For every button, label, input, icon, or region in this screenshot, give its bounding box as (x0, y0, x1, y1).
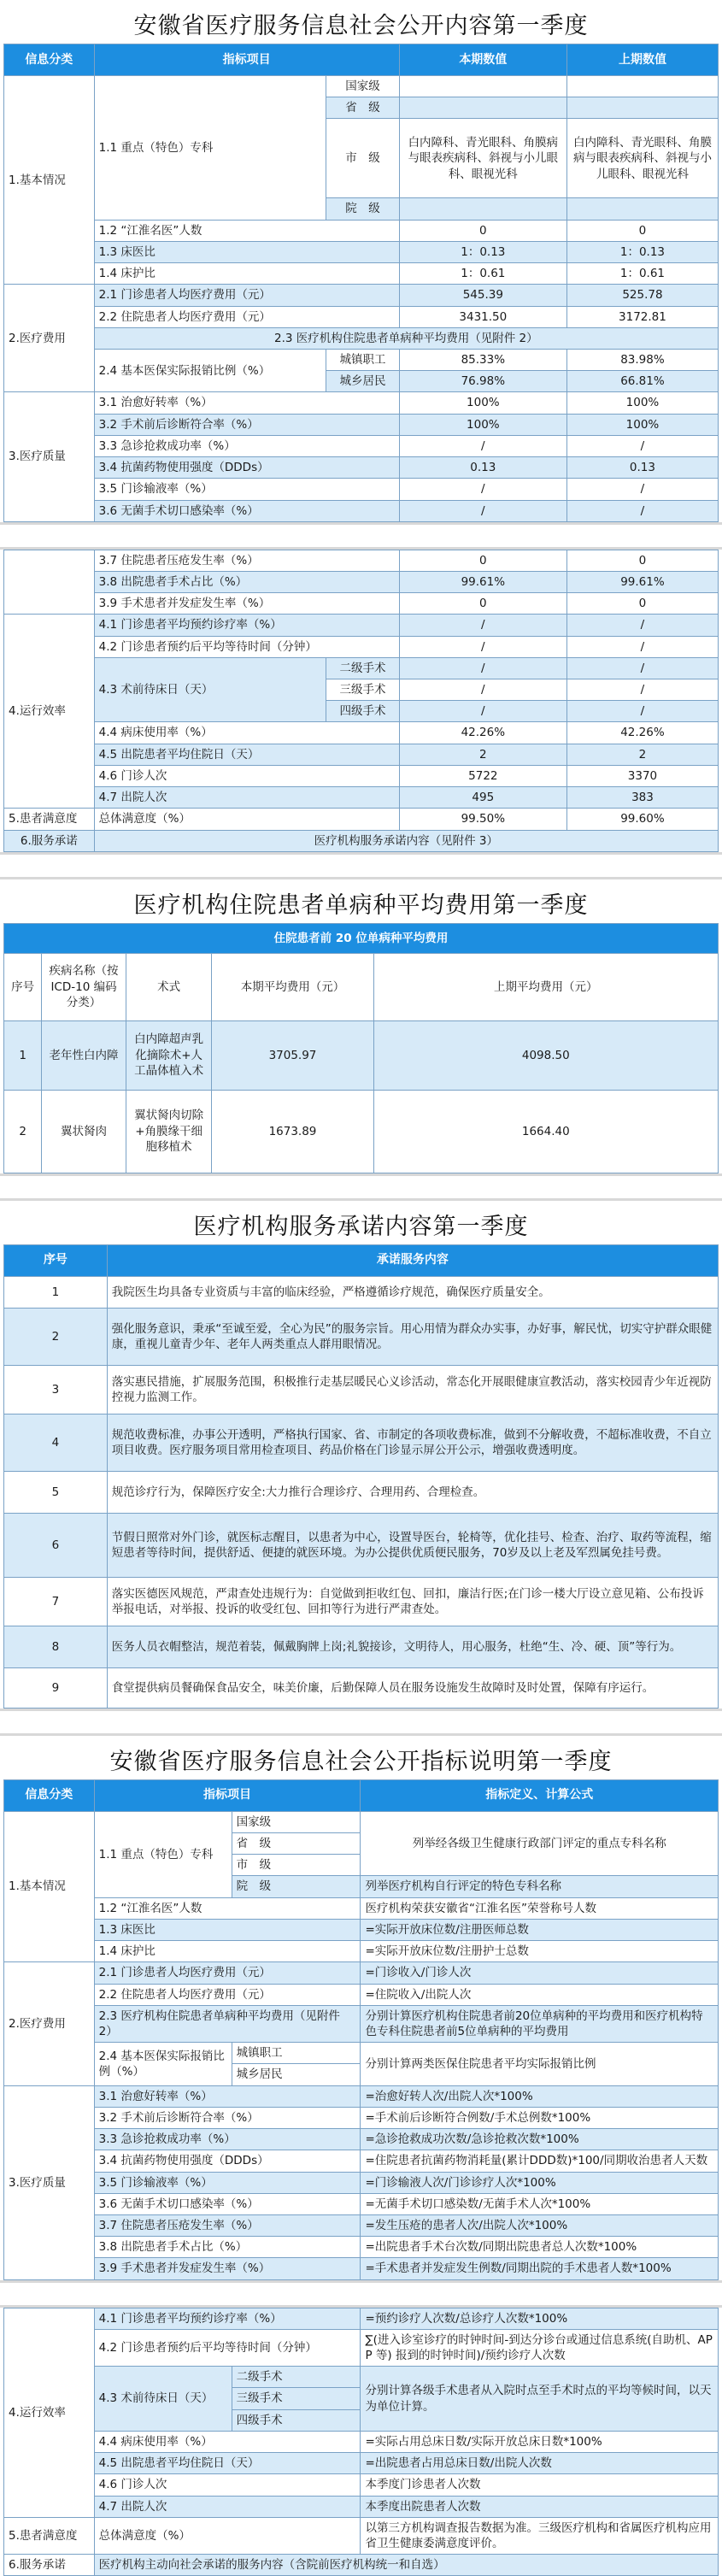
header-disease: 疾病名称（按 ICD-10 编码分类） (42, 953, 126, 1020)
value-current: 0.13 (399, 457, 566, 479)
item-label: 3.4 抗菌药物使用强度（DDDs） (94, 457, 399, 479)
item-label: 1.4 床护比 (94, 263, 399, 285)
sub-label: 城镇职工 (232, 2043, 361, 2064)
item-label: 3.8 出院患者手术占比（%） (94, 2237, 361, 2258)
sub-label: 城乡居民 (232, 2064, 361, 2085)
item-label: 3.3 急诊抢救成功率（%） (94, 435, 399, 456)
value-current: / (399, 479, 566, 500)
value-previous: 1：0.13 (566, 241, 718, 262)
item-label: 4.4 病床使用率（%） (94, 2431, 361, 2452)
header-category: 信息分类 (4, 1779, 95, 1811)
category-cost: 2.医疗费用 (4, 1962, 95, 2085)
value-current: 76.98% (399, 371, 566, 392)
definition: =无菌手术切口感染数/无菌手术人次*100% (361, 2193, 719, 2214)
item-label: 1.2 “江淮名医”人数 (94, 1897, 361, 1919)
section-title: 医疗机构住院患者单病种平均费用第一季度 (133, 891, 589, 919)
value-cell (399, 198, 566, 220)
sub-label: 城镇职工 (326, 349, 400, 370)
item-label: 4.5 出院患者平均住院日（天） (94, 744, 399, 765)
row-text: 落实惠民措施，扩展服务范围，积极推行走基层暖民心义诊活动，常态化开展眼健康宣教活动，落实校园青少年近视防控视力监测工作。 (107, 1365, 718, 1414)
row-no: 1 (4, 1276, 108, 1308)
value-previous: 99.60% (566, 809, 718, 830)
definition: =实际开放床位数/注册护士总数 (361, 1941, 719, 1962)
section-indicator-notes-continued (3, 2308, 719, 2576)
item-label: 3.7 住院患者压疮发生率（%） (94, 550, 399, 571)
item-label: 3.6 无菌手术切口感染率（%） (94, 2193, 361, 2214)
definition: =门诊输液人次/门诊诊疗人次*100% (361, 2172, 719, 2193)
item-label: 4.6 门诊人次 (94, 765, 399, 786)
value-current: 42.26% (399, 722, 566, 744)
value-previous: 0 (566, 220, 718, 241)
level-label: 院 级 (232, 1876, 361, 1897)
row-no: 2 (4, 1308, 108, 1365)
value-current: 1：0.61 (399, 263, 566, 285)
definition: =实际占用总床日数/实际开放总床日数*100% (361, 2431, 719, 2452)
definition: =手术前后诊断符合例数/手术总例数*100% (361, 2107, 719, 2128)
row-disease: 翼状胬肉 (42, 1090, 126, 1173)
row-text: 我院医生均具备专业资质与丰富的临床经验，严格遵循诊疗规范，确保医疗质量安全。 (107, 1276, 718, 1308)
item-label: 2.2 住院患者人均医疗费用（元） (94, 1984, 361, 2005)
item-label: 医疗机构服务承诺内容（见附件 3） (94, 830, 718, 851)
category-quality (4, 550, 95, 615)
value-current: 99.50% (399, 809, 566, 830)
item-label: 3.8 出院患者手术占比（%） (94, 571, 399, 592)
row-no: 4 (4, 1414, 108, 1471)
item-label: 3.3 急诊抢救成功率（%） (94, 2129, 361, 2150)
row-operation: 白内障超声乳化摘除术+人工晶体植入术 (126, 1020, 212, 1090)
section-divider (0, 2280, 722, 2308)
value-previous: / (566, 701, 718, 722)
section-disease-cost (3, 879, 719, 1173)
value-previous: 100% (566, 392, 718, 414)
value-previous: 0 (566, 593, 718, 615)
item-label: 1.4 床护比 (94, 1941, 361, 1962)
sub-label: 三级手术 (326, 679, 400, 701)
value-current: / (399, 500, 566, 521)
section-content-q1-continued (3, 550, 719, 852)
category-basic: 1.基本情况 (4, 1811, 95, 1962)
category-quality: 3.医疗质量 (4, 2085, 95, 2279)
item-label: 3.6 无菌手术切口感染率（%） (94, 500, 399, 521)
row-text: 规范收费标准，办事公开透明，严格执行国家、省、市制定的各项收费标准，做到不分解收费，不超标准收费，不自立项目收费。医疗服务项目常用检查项目、药品价格在门诊显示屏公开公示，增强收费透明度。 (107, 1414, 718, 1471)
item-label: 3.2 手术前后诊断符合率（%） (94, 2107, 361, 2128)
header-promise: 承诺服务内容 (107, 1244, 718, 1276)
value-previous: 525.78 (566, 285, 718, 306)
row-disease: 老年性白内障 (42, 1020, 126, 1090)
row-previous-cost: 1664.40 (373, 1090, 718, 1173)
sub-label: 三级手术 (232, 2388, 361, 2409)
definition: 列举医疗机构自行评定的特色专科名称 (361, 1876, 719, 1897)
value-previous: / (566, 479, 718, 500)
header-category: 信息分类 (4, 44, 95, 76)
level-label: 市 级 (326, 119, 400, 198)
section-divider (0, 852, 722, 879)
definition: =出院患者手术台次数/同期出院患者总人次数*100% (361, 2237, 719, 2258)
value-previous: 白内障科、青光眼科、角膜病与眼表疾病科、斜视与小儿眼科、眼视光科 (566, 119, 718, 198)
definition: 分别计算两类医保住院患者平均实际报销比例 (361, 2043, 719, 2085)
definition: =预约诊疗人次数/总诊疗人次数*100% (361, 2308, 719, 2329)
value-current: / (399, 636, 566, 657)
value-current: 0 (399, 220, 566, 241)
definition: =出院患者占用总床日数/出院人次数 (361, 2453, 719, 2474)
value-previous: 383 (566, 787, 718, 809)
header-item: 指标项目 (94, 44, 399, 76)
value-previous: / (566, 636, 718, 657)
category-satisfaction: 5.患者满意度 (4, 2517, 95, 2554)
value-current: 5722 (399, 765, 566, 786)
item-label: 4.2 门诊患者预约后平均等待时间（分钟） (94, 636, 399, 657)
section-indicator-notes (3, 1736, 719, 2280)
item-label: 4.1 门诊患者平均预约诊疗率（%） (94, 2308, 361, 2329)
item-label: 4.7 出院人次 (94, 2496, 361, 2517)
item-label: 2.1 门诊患者人均医疗费用（元） (94, 1962, 361, 1984)
item-label: 医疗机构主动向社会承诺的服务内容（含院前医疗机构统一和自选） (94, 2555, 718, 2576)
value-previous: 2 (566, 744, 718, 765)
category-cost: 2.医疗费用 (4, 285, 95, 392)
item-label: 4.7 出院人次 (94, 787, 399, 809)
definition: =手术患者并发症发生例数/同期出院的手术患者人数*100% (361, 2258, 719, 2279)
category-satisfaction: 5.患者满意度 (4, 809, 95, 830)
header-current-cost: 本期平均费用（元） (212, 953, 373, 1020)
item-label: 4.3 术前待床日（天） (94, 2367, 232, 2432)
header-current: 本期数值 (399, 44, 566, 76)
value-previous: 0.13 (566, 457, 718, 479)
item-label: 2.4 基本医保实际报销比例（%） (94, 349, 326, 391)
section-title: 安徽省医疗服务信息社会公开指标说明第一季度 (109, 1748, 613, 1775)
item-label: 1.1 重点（特色）专科 (94, 76, 326, 221)
value-cell (399, 97, 566, 119)
value-current: / (399, 679, 566, 701)
category-ops: 4.运行效率 (4, 615, 95, 809)
value-current: 545.39 (399, 285, 566, 306)
sub-label: 二级手术 (326, 657, 400, 679)
section-divider (0, 1709, 722, 1736)
row-no: 2 (4, 1090, 42, 1173)
item-label: 4.5 出院患者平均住院日（天） (94, 2453, 361, 2474)
section-title: 医疗机构服务承诺内容第一季度 (193, 1213, 529, 1240)
value-previous: / (566, 500, 718, 521)
value-current: / (399, 615, 566, 636)
item-label: 4.2 门诊患者预约后平均等待时间（分钟） (94, 2329, 361, 2366)
header-definition: 指标定义、计算公式 (361, 1779, 719, 1811)
row-no: 7 (4, 1577, 108, 1626)
definition: =治愈好转人次/出院人次*100% (361, 2085, 719, 2107)
row-no: 3 (4, 1365, 108, 1414)
row-no: 1 (4, 1020, 42, 1090)
header-no: 序号 (4, 1244, 108, 1276)
category-promise: 6.服务承诺 (4, 830, 95, 851)
definition: =实际开放床位数/注册医师总数 (361, 1919, 719, 1940)
row-text: 落实医德医风规范，严肃查处违规行为：自觉做到拒收红包、回扣，廉洁行医;在门诊一楼大厅设立意见箱、公布投诉举报电话，对举报、投诉的收受红包、回扣等行为进行严肃查处。 (107, 1577, 718, 1626)
content-table-2 (3, 550, 719, 852)
value-previous: 66.81% (566, 371, 718, 392)
promise-table (3, 1244, 719, 1709)
value-current: 495 (399, 787, 566, 809)
value-current: 100% (399, 414, 566, 435)
item-label: 4.6 门诊人次 (94, 2474, 361, 2496)
value-previous: 0 (566, 550, 718, 571)
row-no: 5 (4, 1471, 108, 1513)
level-label: 院 级 (326, 198, 400, 220)
definition: 分别计算各级手术患者从入院时点至手术时点的平均等候时间，以天为单位计算。 (361, 2367, 719, 2432)
section-service-promise (3, 1201, 719, 1709)
value-previous: 42.26% (566, 722, 718, 744)
definition: 本季度门诊患者人次数 (361, 2474, 719, 2496)
row-text: 节假日照常对外门诊，就医标志醒目，以患者为中心，设置导医台，轮椅等，优化挂号、检查、治疗、取药等流程，缩短患者等待时间，提供舒适、便捷的就医环境。为办公提供优质便民服务，70岁及以上老及军烈属免挂号费。 (107, 1513, 718, 1577)
value-current: 2 (399, 744, 566, 765)
value-current: 0 (399, 593, 566, 615)
value-previous: / (566, 435, 718, 456)
item-label: 1.1 重点（特色）专科 (94, 1811, 232, 1897)
value-cell (566, 198, 718, 220)
section-content-q1 (3, 0, 719, 522)
row-no: 8 (4, 1626, 108, 1667)
sub-label: 四级手术 (326, 701, 400, 722)
row-text: 医务人员衣帽整洁，规范着装，佩戴胸牌上岗;礼貌接诊，文明待人，用心服务，杜绝“生、冷、硬、顶”等行为。 (107, 1626, 718, 1667)
value-previous: 3172.81 (566, 306, 718, 327)
definition: 列举经各级卫生健康行政部门评定的重点专科名称 (361, 1811, 719, 1876)
item-label: 3.5 门诊输液率（%） (94, 2172, 361, 2193)
value-current: 白内障科、青光眼科、角膜病与眼表疾病科、斜视与小儿眼科、眼视光科 (399, 119, 566, 198)
disease-cost-table (3, 923, 719, 1173)
row-no: 6 (4, 1513, 108, 1577)
level-label: 国家级 (326, 76, 400, 97)
value-cell (399, 76, 566, 97)
content-table-1 (3, 44, 719, 522)
item-label: 1.3 床医比 (94, 241, 399, 262)
sub-label: 二级手术 (232, 2367, 361, 2388)
item-label: 3.1 治愈好转率（%） (94, 392, 399, 414)
category-ops: 4.运行效率 (4, 2308, 95, 2517)
row-operation: 翼状胬肉切除+角膜缘干细胞移植术 (126, 1090, 212, 1173)
row-previous-cost: 4098.50 (373, 1020, 718, 1090)
value-previous: 99.61% (566, 571, 718, 592)
item-label: 1.3 床医比 (94, 1919, 361, 1940)
section-divider (0, 522, 722, 550)
notes-table-1 (3, 1779, 719, 2280)
item-label: 2.2 住院患者人均医疗费用（元） (94, 306, 399, 327)
table-subtitle: 住院患者前 20 位单病种平均费用 (4, 923, 719, 953)
level-label: 市 级 (232, 1855, 361, 1876)
value-current: 85.33% (399, 349, 566, 370)
item-label: 2.1 门诊患者人均医疗费用（元） (94, 285, 399, 306)
item-label: 3.2 手术前后诊断符合率（%） (94, 414, 399, 435)
item-label: 3.5 门诊输液率（%） (94, 479, 399, 500)
notes-table-2 (3, 2308, 719, 2576)
category-promise: 6.服务承诺 (4, 2555, 95, 2576)
value-previous: 100% (566, 414, 718, 435)
row-current-cost: 1673.89 (212, 1090, 373, 1173)
item-label: 4.1 门诊患者平均预约诊疗率（%） (94, 615, 399, 636)
sub-label: 城乡居民 (326, 371, 400, 392)
value-previous: 83.98% (566, 349, 718, 370)
value-current: / (399, 657, 566, 679)
definition: =住院患者抗菌药物消耗量(累计DDD数)*100/同期收治患者人天数 (361, 2150, 719, 2172)
definition: =急诊抢救成功次数/急诊抢救次数*100% (361, 2129, 719, 2150)
definition: 以第三方机构调查报告数据为准。三级医疗机构和省属医疗机构应用省卫生健康委满意度评价。 (361, 2517, 719, 2554)
item-label: 总体满意度（%） (94, 2517, 361, 2554)
definition: =发生压疮的患者人次/出院人次*100% (361, 2214, 719, 2236)
sub-label: 四级手术 (232, 2409, 361, 2431)
item-label: 3.7 住院患者压疮发生率（%） (94, 2214, 361, 2236)
level-label: 省 级 (232, 1833, 361, 1855)
category-basic: 1.基本情况 (4, 76, 95, 285)
row-no: 9 (4, 1667, 108, 1708)
value-current: / (399, 701, 566, 722)
value-previous: / (566, 679, 718, 701)
value-current: 99.61% (399, 571, 566, 592)
level-label: 省 级 (326, 97, 400, 119)
definition: 本季度出院患者人次数 (361, 2496, 719, 2517)
item-label: 4.3 术前待床日（天） (94, 657, 326, 722)
header-item: 指标项目 (94, 1779, 361, 1811)
section-divider (0, 1173, 722, 1201)
item-label: 2.3 医疗机构住院患者单病种平均费用（见附件 2） (94, 327, 718, 349)
value-previous: / (566, 657, 718, 679)
item-label: 2.3 医疗机构住院患者单病种平均费用（见附件 2） (94, 2005, 361, 2042)
header-operation: 术式 (126, 953, 212, 1020)
value-cell (566, 97, 718, 119)
item-label: 1.2 “江淮名医”人数 (94, 220, 399, 241)
value-current: 100% (399, 392, 566, 414)
item-label: 总体满意度（%） (94, 809, 399, 830)
row-text: 强化服务意识，秉承“至诚至爱，全心为民”的服务宗旨。用心用情为群众办实事，办好事，解民忧，切实守护群众眼健康，重视儿童青少年、老年人两类重点人群用眼情况。 (107, 1308, 718, 1365)
item-label: 3.4 抗菌药物使用强度（DDDs） (94, 2150, 361, 2172)
item-label: 2.4 基本医保实际报销比例（%） (94, 2043, 232, 2085)
row-text: 规范诊疗行为，保障医疗安全:大力推行合理诊疗、合理用药、合理检查。 (107, 1471, 718, 1513)
header-previous-cost: 上期平均费用（元） (373, 953, 718, 1020)
definition: ∑(进入诊室诊疗的时钟时间-到达分诊台或通过信息系统(自助机、APP 等) 报到的时钟时间)/预约诊疗人次数 (361, 2329, 719, 2366)
header-previous: 上期数值 (566, 44, 718, 76)
value-previous: 3370 (566, 765, 718, 786)
item-label: 3.9 手术患者并发症发生率（%） (94, 2258, 361, 2279)
header-no: 序号 (4, 953, 42, 1020)
level-label: 国家级 (232, 1811, 361, 1832)
value-current: 0 (399, 550, 566, 571)
category-quality: 3.医疗质量 (4, 392, 95, 521)
section-title: 安徽省医疗服务信息社会公开内容第一季度 (133, 13, 589, 39)
value-previous: 1：0.61 (566, 263, 718, 285)
value-current: 1：0.13 (399, 241, 566, 262)
item-label: 3.9 手术患者并发症发生率（%） (94, 593, 399, 615)
value-previous: / (566, 615, 718, 636)
value-current: 3431.50 (399, 306, 566, 327)
definition: 分别计算医疗机构住院患者前20位单病种的平均费用和医疗机构特色专科住院患者前5位单病种的平均费用 (361, 2005, 719, 2042)
row-text: 食堂提供病员餐确保食品安全，味美价廉，后勤保障人员在服务设施发生故障时及时处置，保障有序运行。 (107, 1667, 718, 1708)
value-cell (566, 76, 718, 97)
value-current: / (399, 435, 566, 456)
row-current-cost: 3705.97 (212, 1020, 373, 1090)
definition: =住院收入/出院人次 (361, 1984, 719, 2005)
item-label: 4.4 病床使用率（%） (94, 722, 399, 744)
item-label: 3.1 治愈好转率（%） (94, 2085, 361, 2107)
definition: 医疗机构荣获安徽省“江淮名医”荣誉称号人数 (361, 1897, 719, 1919)
definition: =门诊收入/门诊人次 (361, 1962, 719, 1984)
